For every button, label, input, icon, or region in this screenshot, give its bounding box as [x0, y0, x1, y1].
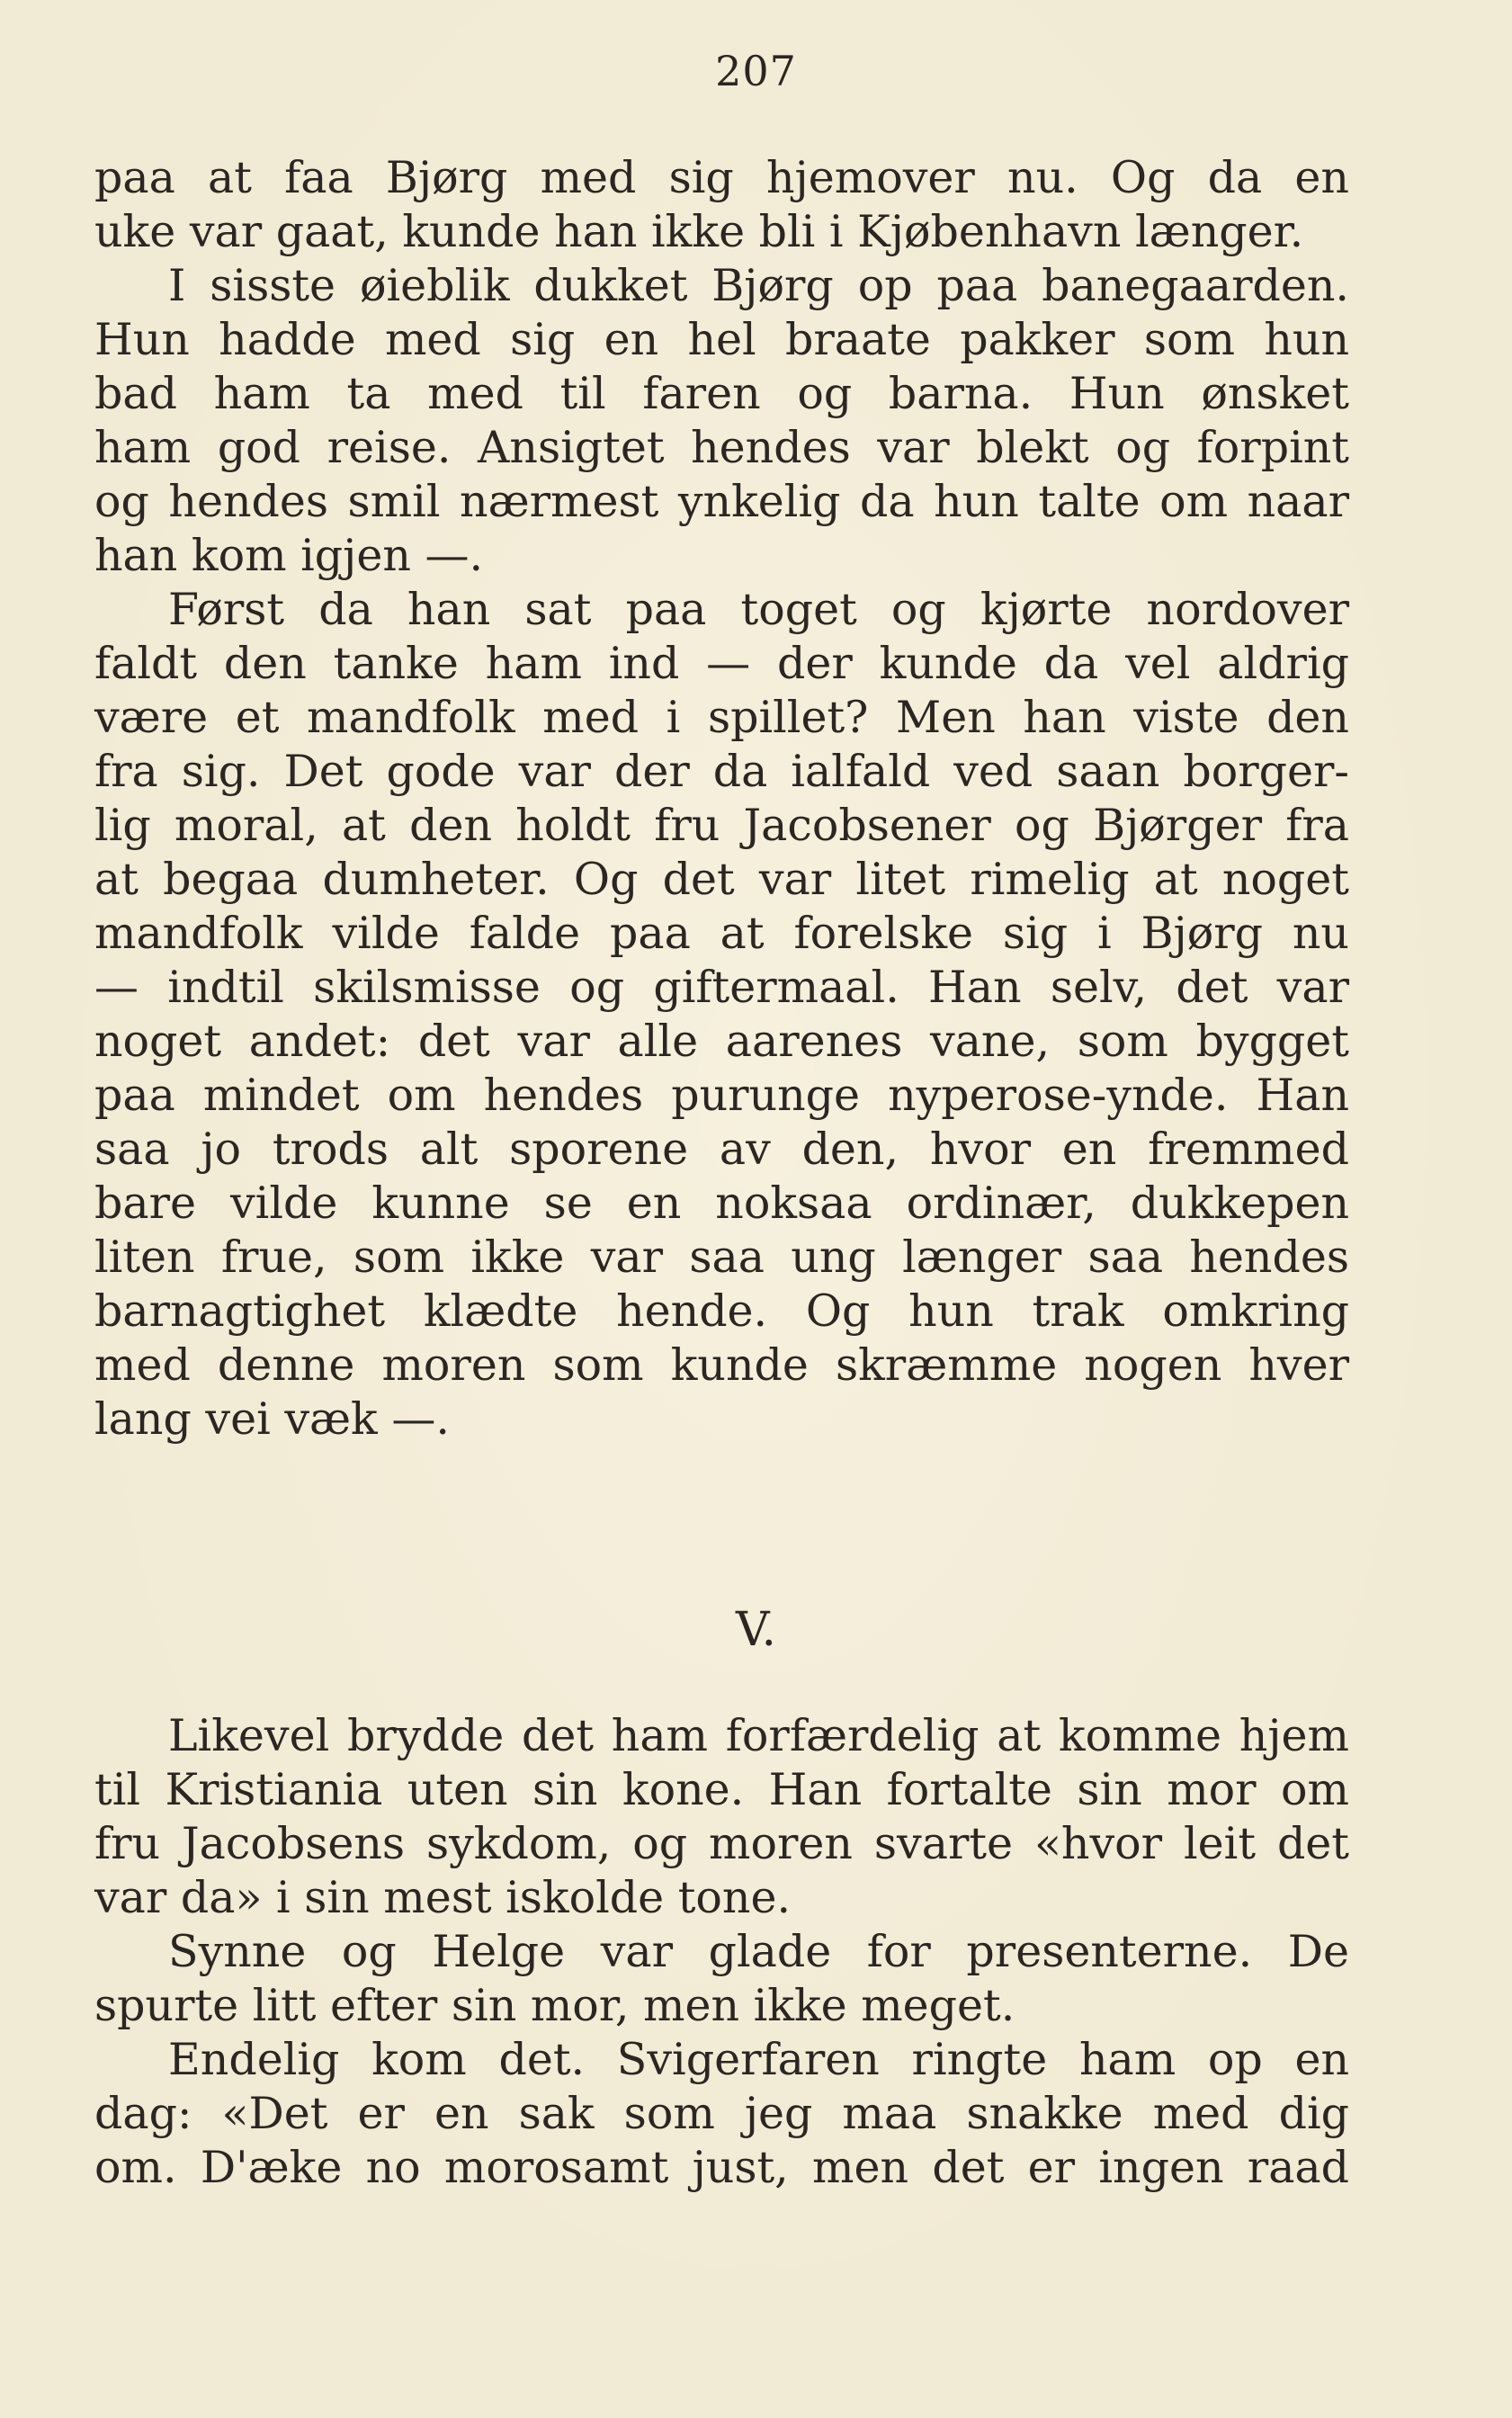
text-line: være et mandfolk med i spillet? Men han viste den: [94, 692, 1349, 743]
section-heading: V.: [736, 1603, 776, 1657]
text-block-before-heading: [94, 151, 1349, 1446]
text-line: Synne og Helge var glade for presenterne. De: [168, 1926, 1349, 1977]
text-line: fru Jacobsens sykdom, og moren svarte «hvor leit det: [94, 1818, 1349, 1869]
text-line: I sisste øieblik dukket Bjørg op paa banegaarden.: [168, 260, 1349, 311]
text-line: om. D'æke no morosamt just, men det er ingen raad: [94, 2142, 1349, 2193]
text-line: han kom igjen —.: [94, 530, 484, 581]
text-line: spurte litt efter sin mor, men ikke meget.: [94, 1980, 1015, 2031]
text-line: til Kristiania uten sin kone. Han fortalte sin mor om: [94, 1764, 1349, 1815]
text-line: mandfolk vilde falde paa at forelske sig i Bjørg nu: [94, 908, 1349, 959]
text-line: Likevel brydde det ham forfærdelig at komme hjem: [168, 1710, 1349, 1761]
page-number: 207: [715, 47, 797, 95]
text-line: bad ham ta med til faren og barna. Hun ønsket: [94, 368, 1349, 419]
text-line: Hun hadde med sig en hel braate pakker som hun: [94, 314, 1349, 365]
text-line: var da» i sin mest iskolde tone.: [94, 1872, 792, 1923]
text-line: fra sig. Det gode var der da ialfald ved saan borger-: [94, 746, 1349, 797]
text-line: paa at faa Bjørg med sig hjemover nu. Og da en: [94, 152, 1349, 203]
text-line: ham god reise. Ansigtet hendes var blekt og forpint: [94, 422, 1349, 473]
text-line: barnagtighet klædte hende. Og hun trak omkring: [94, 1285, 1349, 1337]
text-line: noget andet: det var alle aarenes vane, som bygget: [94, 1016, 1349, 1067]
text-line: bare vilde kunne se en noksaa ordinær, dukkepen: [94, 1178, 1349, 1229]
text-line: med denne moren som kunde skræmme nogen hver: [94, 1339, 1349, 1391]
text-line: lang vei væk —.: [94, 1393, 450, 1445]
text-line: og hendes smil nærmest ynkelig da hun talte om naar: [94, 476, 1349, 527]
text-line: Endelig kom det. Svigerfaren ringte ham op en: [168, 2034, 1349, 2085]
text-line: dag: «Det er en sak som jeg maa snakke med dig: [94, 2088, 1349, 2139]
text-line: — indtil skilsmisse og giftermaal. Han selv, det var: [94, 962, 1349, 1013]
text-line: paa mindet om hendes purunge nyperose-ynde. Han: [94, 1070, 1349, 1121]
text-line: faldt den tanke ham ind — der kunde da vel aldrig: [94, 638, 1349, 689]
text-line: saa jo trods alt sporene av den, hvor en fremmed: [94, 1124, 1349, 1175]
text-line: lig moral, at den holdt fru Jacobsener og Bjørger fra: [94, 800, 1349, 851]
text-line: liten frue, som ikke var saa ung længer saa hendes: [94, 1231, 1349, 1283]
text-line: at begaa dumheter. Og det var litet rimelig at noget: [94, 854, 1349, 905]
text-line: Først da han sat paa toget og kjørte nordover: [168, 584, 1349, 635]
text-line: uke var gaat, kunde han ikke bli i Kjøbenhavn længer.: [94, 206, 1304, 257]
text-block-after-heading: [94, 1709, 1349, 2195]
